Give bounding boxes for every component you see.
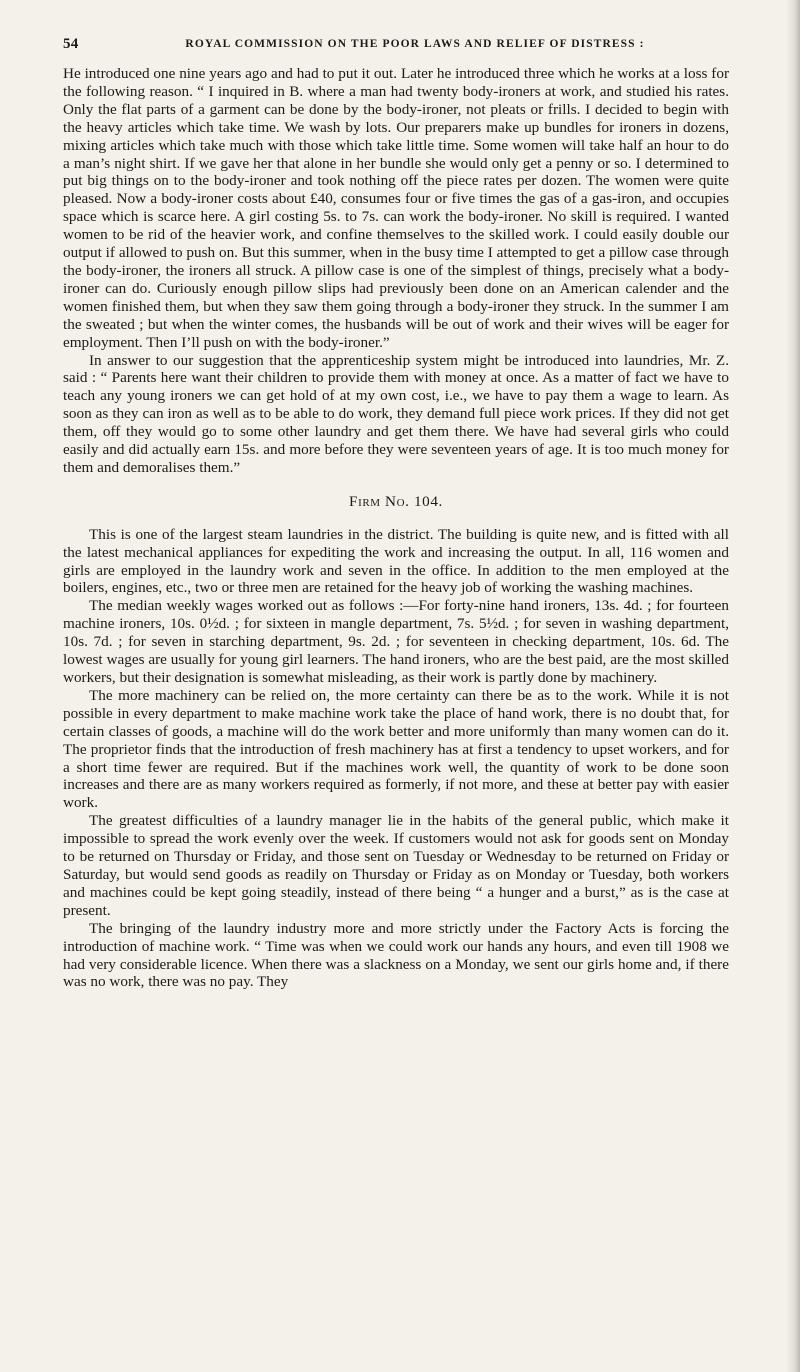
running-header — [63, 36, 727, 56]
paragraph-apprenticeship: In answer to our suggestion that the apprenticeship system might be introduced into laundries, Mr. Z. said : “ Parents here want their children to provide them with money at once. As a matter of fact we have to teach any young ironers we can get hold of at my own cost, i.e., we have to pay them a wage to learn. As soon as they can iron as well as to be able to do work, they demand full piece work prices. If they did not get them, off they would go to some other laundry and get them there. We have had several girls who could easily and did actually earn 15s. and more before they were seventeen years of age. It is too much money for them and demoralises them.” — [63, 351, 729, 476]
page-number: 54 — [63, 36, 79, 52]
running-title: ROYAL COMMISSION ON THE POOR LAWS AND RELIEF OF DISTRESS : — [185, 38, 645, 50]
paragraph-machinery: The more machinery can be relied on, the more certainty can there be as to the work. While it is not possible in every department to make machine work take the place of hand work, there is no doubt that, for certain classes of goods, a machine will do the work better and more uniformly than many women can do it. The proprietor finds that the introduction of fresh machinery has at first a tendency to upset workers, and for a short time fewer are required. But if the machines work well, the quantity of work to be done soon increases and there are as many workers required as formerly, if not more, and these at better pay with easier work. — [63, 686, 729, 812]
page-edge-shadow — [786, 0, 800, 1372]
paragraph-wages: The median weekly wages worked out as follows :—For forty-nine hand ironers, 13s. 4d. ; for fourteen machine ironers, 10s. 0½d. ; for sixteen in mangle department, 7s. 5½d. ; for seven in washing department, 10s. 7d. ; for seven in starching department, 9s. 2d. ; for seventeen in checking department, 10s. 6d. The lowest wages are usually for young girl learners. The hand ironers, who are the best paid, are the most skilled workers, but their designation is somewhat misleading, as their work is partly done by machinery. — [63, 597, 729, 686]
body-text — [63, 65, 729, 991]
paragraph-factory-acts: The bringing of the laundry industry more and more strictly under the Factory Acts is forcing the introduction of machine work. “ Time was when we could work our hands any hours, and even till 1908 we had very considerable licence. When there was a slackness on a Monday, we sent our girls home and, if there was no work, there was no pay. They — [63, 919, 729, 991]
paragraph-continued: He introduced one nine years ago and had to put it out. Later he introduced three which he works at a loss for the following reason. “ I inquired in B. where a man had twenty body-ironers at work, and studied his rates. Only the flat parts of a garment can be done by the body-ironer, not pleats or frills. I decided to begin with the heavy articles which take time. We wash by lots. Our preparers make up bundles for ironers in dozens, mixing articles which take much with those which take little time. Some women will take half an hour to do a man’s night shirt. If we gave her that alone in her bundle she would only get a penny or so. I determined to put big things on to the body-ironer and took nothing off the piece rates per dozen. The women were quite pleased. Now a body-ironer costs about £40, consumes four or five times the gas of a gas-iron, and occupies space which is scarce here. A girl costing 5s. to 7s. can work the body-ironer. No skill is required. I wanted women to be rid of the heavier work, and confine themselves to the skilled work. I could easily double our output if allowed to push on. But this summer, when in the busy time I attempted to get a pillow case through the body-ironer, the ironers all struck. A pillow case is one of the simplest of things, precisely what a body-ironer can do. Curiously enough pillow slips had previously been done on an American calender and the women finished them, but when they saw them going through a body-ironer they struck. In the summer I am the sweated ; but when the winter comes, the husbands will be out of work and their wives will be eager for employment. Then I’ll push on with the body-ironer.” — [63, 65, 729, 351]
paragraph-difficulties: The greatest difficulties of a laundry manager lie in the habits of the general public, which make it impossible to spread the work evenly over the week. If customers would not ask for goods sent on Monday to be returned on Thursday or Friday, and those sent on Tuesday or Wednesday to be returned on Friday or Saturday, but would send goods as readily on Thursday or Friday as on Monday or Tuesday, both workers and machines could be kept going steadily, instead of there being “ a hunger and a burst,” as is the case at present. — [63, 812, 729, 919]
section-heading-firm-104: Firm No. 104. — [349, 492, 443, 510]
paragraph-firm-description: This is one of the largest steam laundries in the district. The building is quite new, and is fitted with all the latest mechanical appliances for expediting the work and increasing the output. In all, 116 women and girls are employed in the laundry work and seven in the office. In addition to the men employed at the boilers, engines, etc., two or three men are retained for the heavy job of working the washing machines. — [63, 525, 729, 597]
